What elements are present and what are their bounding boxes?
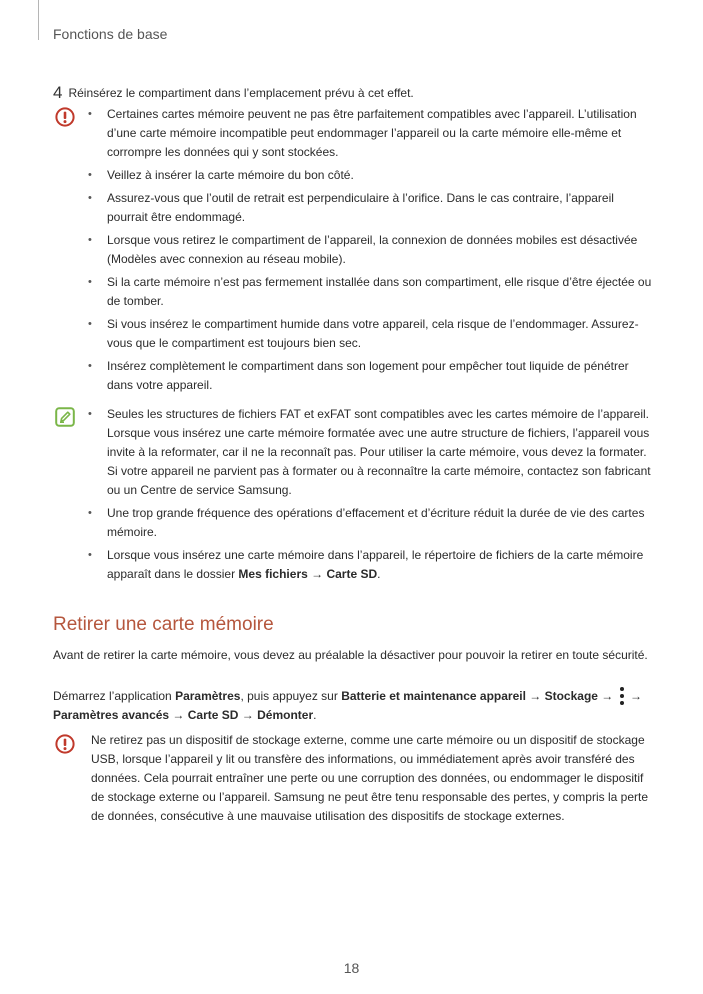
list-item: • Si la carte mémoire n’est pas fermement installée dans son compartiment, elle risque d’être éjectée ou de tomber. (88, 275, 652, 308)
folder-my-files: Mes fichiers (238, 567, 308, 581)
instructions: Démarrez l’application Paramètres, puis appuyez sur Batterie et maintenance appareil → Stockage → → Paramètres avancés → Carte SD → Démonter. (53, 689, 642, 722)
list-item: • Certaines cartes mémoire peuvent ne pas être parfaitement compatibles avec l’appareil. L’utilisation d’une carte mémoire incompatible peut endommager l’appareil ou la carte mémoire elle-même et corrompre les données qui y sont stockées. (88, 107, 637, 159)
menu-sd-card: Carte SD (187, 708, 239, 722)
folder-sd-card: Carte SD (326, 567, 378, 581)
list-item: • Veillez à insérer la carte mémoire du bon côté. (88, 168, 354, 182)
section-header: Fonctions de base (53, 26, 168, 42)
list-item: • Lorsque vous retirez le compartiment de l’appareil, la connexion de données mobiles est désactivée (Modèles avec connexion au réseau mobile). (88, 233, 638, 266)
section-intro: Avant de retirer la carte mémoire, vous devez au préalable la désactiver pour pouvoir la retirer en toute sécurité. (53, 648, 648, 662)
caution-list (86, 105, 652, 399)
app-settings: Paramètres (175, 689, 241, 703)
list-item: • Si vous insérez le compartiment humide dans votre appareil, cela risque de l’endommager. Assurez-vous que le compartiment est toujours bien sec. (88, 317, 639, 350)
header-rule (38, 0, 39, 40)
list-item: • Une trop grande fréquence des opérations d’effacement et d’écriture réduit la durée de vie des cartes mémoire. (88, 506, 645, 539)
menu-advanced-settings: Paramètres avancés (53, 708, 170, 722)
note-icon (55, 407, 75, 427)
step-4 (53, 83, 414, 103)
list-item: • Seules les structures de fichiers FAT et exFAT sont compatibles avec les cartes mémoire de l’appareil. Lorsque vous insérez une carte mémoire formatée avec une autre structure de fichiers, l’appareil vous invite à la reformater, car il ne la reconnaît pas. Pour utiliser la carte mémoire, vous devez la formater. Si votre appareil ne parvient pas à formater ou à reconnaître la carte mémoire, contactez son fabricant ou un Centre de service Samsung. (88, 407, 651, 497)
section-title: Retirer une carte mémoire (53, 614, 274, 635)
page-number: 18 (343, 960, 360, 976)
caution-icon (55, 107, 75, 127)
warning-text: Ne retirez pas un dispositif de stockage externe, comme une carte mémoire ou un dispositif de stockage USB, lorsque l’appareil y lit ou transfère des informations, ou immédiatement après avoir transféré des données. Cela pourrait entraîner une perte ou une corruption des données, ou endommager le dispositif de stockage externe ou l’appareil. Samsung ne peut être tenu responsable des pertes, y compris la perte de données, consécutive à une mauvaise utilisation des dispositifs de stockage externes. (91, 733, 648, 823)
list-item: • Lorsque vous insérez une carte mémoire dans l’appareil, le répertoire de fichiers de la carte mémoire apparaît dans le dossier Mes fichiers → Carte SD. (88, 548, 644, 581)
menu-storage: Stockage (544, 689, 598, 703)
list-item: • Insérez complètement le compartiment dans son logement pour empêcher tout liquide de pénétrer dans votre appareil. (88, 359, 629, 392)
more-options-icon (619, 687, 625, 705)
caution-icon (55, 734, 75, 754)
step-number: 4 (53, 83, 63, 102)
menu-battery-maintenance: Batterie et maintenance appareil (341, 689, 526, 703)
menu-unmount: Démonter (257, 708, 314, 722)
info-list (86, 405, 652, 588)
step-text: Réinsérez le compartiment dans l’emplacement prévu à cet effet. (68, 86, 414, 100)
list-item: • Assurez-vous que l’outil de retrait est perpendiculaire à l’orifice. Dans le cas contraire, l’appareil pourrait être endommagé. (88, 191, 614, 224)
